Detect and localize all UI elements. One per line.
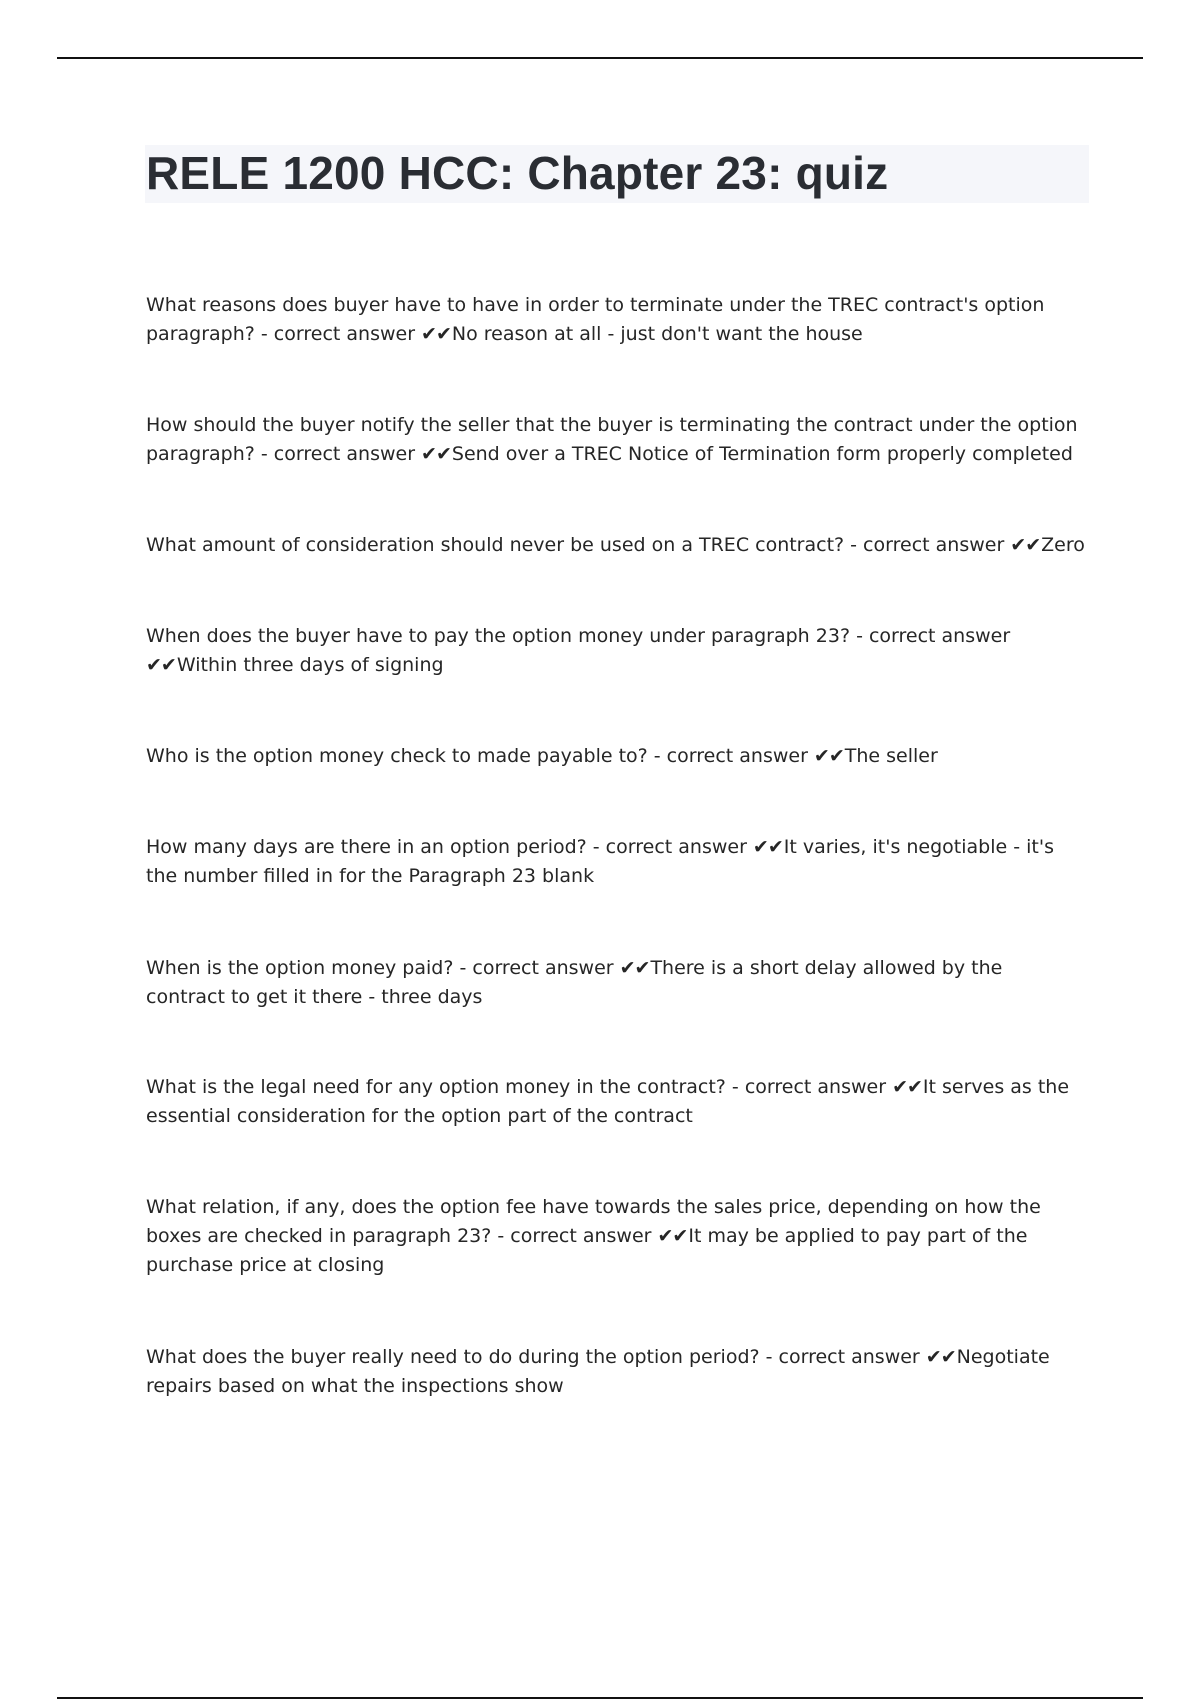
answer-separator: - correct answer — [844, 534, 1011, 556]
qa-item-2 — [146, 411, 1086, 469]
qa-item-5 — [146, 742, 1086, 771]
answer-text: Within three days of signing — [176, 654, 444, 676]
answer-separator: - correct answer — [491, 1225, 658, 1247]
answer-text: It serves as the essential consideration for the option part of the contract — [146, 1076, 1070, 1127]
check-mark-icon: ✔✔ — [892, 1076, 922, 1098]
answer-separator: - correct answer — [759, 1346, 926, 1368]
qa-item-9 — [146, 1193, 1086, 1280]
check-mark-icon: ✔✔ — [752, 836, 783, 858]
check-mark-icon: ✔✔ — [1010, 534, 1041, 556]
answer-text: There is a short delay allowed by the contract to get it there - three days — [146, 957, 1003, 1008]
qa-item-8 — [146, 1073, 1086, 1131]
qa-item-7 — [146, 954, 1086, 1012]
answer-separator: - correct answer — [254, 443, 422, 465]
question-text: What relation, if any, does the option fee have towards the sales price, depending on how the boxes are checked in paragraph 23? — [146, 1196, 1041, 1247]
answer-text: It varies, it's negotiable - it's the number filled in for the Paragraph 23 blank — [146, 836, 1054, 887]
top-divider — [57, 57, 1143, 59]
qa-item-3 — [146, 531, 1086, 560]
answer-text: The seller — [844, 745, 938, 767]
check-mark-icon: ✔✔ — [657, 1225, 688, 1247]
question-text: What amount of consideration should never be used on a TREC contract? — [146, 534, 845, 556]
answer-text: It may be applied to pay part of the purchase price at closing — [146, 1225, 1028, 1276]
check-mark-icon: ✔✔ — [813, 745, 844, 767]
question-text: When does the buyer have to pay the option money under paragraph 23? — [146, 625, 851, 647]
answer-separator: - correct answer — [254, 323, 422, 345]
question-text: How many days are there in an option period? — [146, 836, 587, 858]
question-text: Who is the option money check to made payable to? — [146, 745, 648, 767]
answer-separator: - correct answer — [725, 1076, 893, 1098]
qa-item-10 — [146, 1343, 1086, 1401]
check-mark-icon: ✔✔ — [925, 1346, 956, 1368]
answer-separator: - correct answer — [850, 625, 1011, 647]
answer-text: Zero — [1041, 534, 1085, 556]
page-title: RELE 1200 HCC: Chapter 23: quiz — [146, 147, 889, 199]
answer-text: No reason at all - just don't want the house — [451, 323, 863, 345]
qa-item-1 — [146, 291, 1086, 349]
question-text: How should the buyer notify the seller that the buyer is terminating the contract under the option paragraph? — [146, 414, 1078, 465]
check-mark-icon: ✔✔ — [619, 957, 650, 979]
answer-text: Negotiate repairs based on what the inspections show — [146, 1346, 1050, 1397]
check-mark-icon: ✔✔ — [421, 323, 451, 345]
check-mark-icon: ✔✔ — [421, 443, 451, 465]
qa-item-4 — [146, 622, 1086, 680]
question-text: When is the option money paid? — [146, 957, 454, 979]
question-text: What reasons does buyer have to have in order to terminate under the TREC contract's option paragraph? — [146, 294, 1045, 345]
answer-separator: - correct answer — [586, 836, 753, 858]
qa-item-6 — [146, 833, 1086, 891]
question-text: What is the legal need for any option money in the contract? — [146, 1076, 726, 1098]
bottom-divider — [57, 1697, 1143, 1699]
answer-separator: - correct answer — [647, 745, 814, 767]
question-text: What does the buyer really need to do during the option period? — [146, 1346, 760, 1368]
answer-text: Send over a TREC Notice of Termination form properly completed — [451, 443, 1073, 465]
answer-separator: - correct answer — [453, 957, 620, 979]
check-mark-icon: ✔✔ — [146, 654, 176, 676]
